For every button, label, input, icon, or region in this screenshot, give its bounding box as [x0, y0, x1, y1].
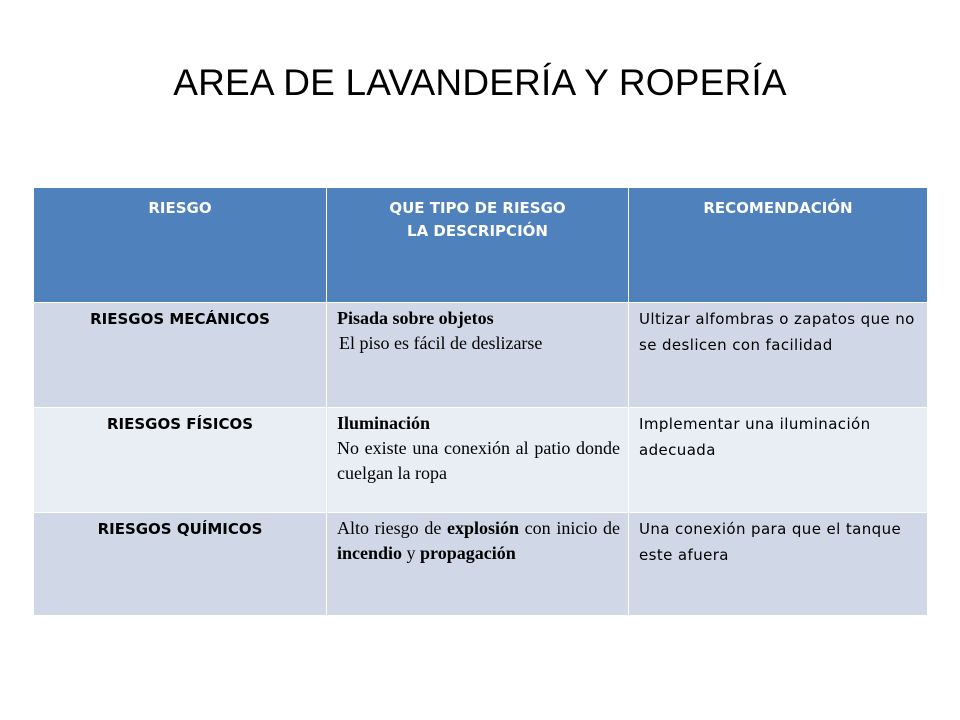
header-tipo-riesgo-line2: LA DESCRIPCIÓN	[407, 222, 548, 240]
desc-bold-propagacion: propagación	[420, 543, 516, 563]
risk-name-cell: RIESGOS MECÁNICOS	[34, 303, 327, 408]
table-row	[34, 513, 928, 616]
header-recomendacion: RECOMENDACIÓN	[629, 188, 928, 303]
description-cell	[327, 408, 629, 513]
description-title: Pisada sobre objetos	[337, 308, 494, 328]
description-text	[337, 516, 620, 566]
desc-part-2: con inicio de	[519, 518, 620, 538]
risk-name-cell: RIESGOS QUÍMICOS	[34, 513, 327, 616]
risk-table	[33, 187, 928, 616]
header-tipo-riesgo	[327, 188, 629, 303]
table-row	[34, 303, 928, 408]
recommendation-cell: Ultizar alfombras o zapatos que no se deslicen con facilidad	[629, 303, 928, 408]
description-title: Iluminación	[337, 413, 431, 433]
description-cell	[327, 513, 629, 616]
description-text: No existe una conexión al patio donde cuelgan la ropa	[337, 438, 620, 483]
recommendation-cell: Implementar una iluminación adecuada	[629, 408, 928, 513]
desc-part-1: Alto riesgo de	[337, 518, 447, 538]
description-cell	[327, 303, 629, 408]
description-text: El piso es fácil de deslizarse	[339, 333, 543, 353]
desc-part-3: y	[402, 543, 421, 563]
slide-title: AREA DE LAVANDERÍA Y ROPERÍA	[173, 62, 787, 103]
desc-bold-incendio: incendio	[337, 543, 403, 563]
risk-name-cell: RIESGOS FÍSICOS	[34, 408, 327, 513]
recommendation-cell: Una conexión para que el tanque este afuera	[629, 513, 928, 616]
desc-bold-explosion: explosión	[446, 518, 520, 538]
table-row	[34, 408, 928, 513]
table-header-row	[34, 188, 928, 303]
header-riesgo: RIESGO	[34, 188, 327, 303]
header-tipo-riesgo-line1: QUE TIPO DE RIESGO	[389, 199, 566, 217]
